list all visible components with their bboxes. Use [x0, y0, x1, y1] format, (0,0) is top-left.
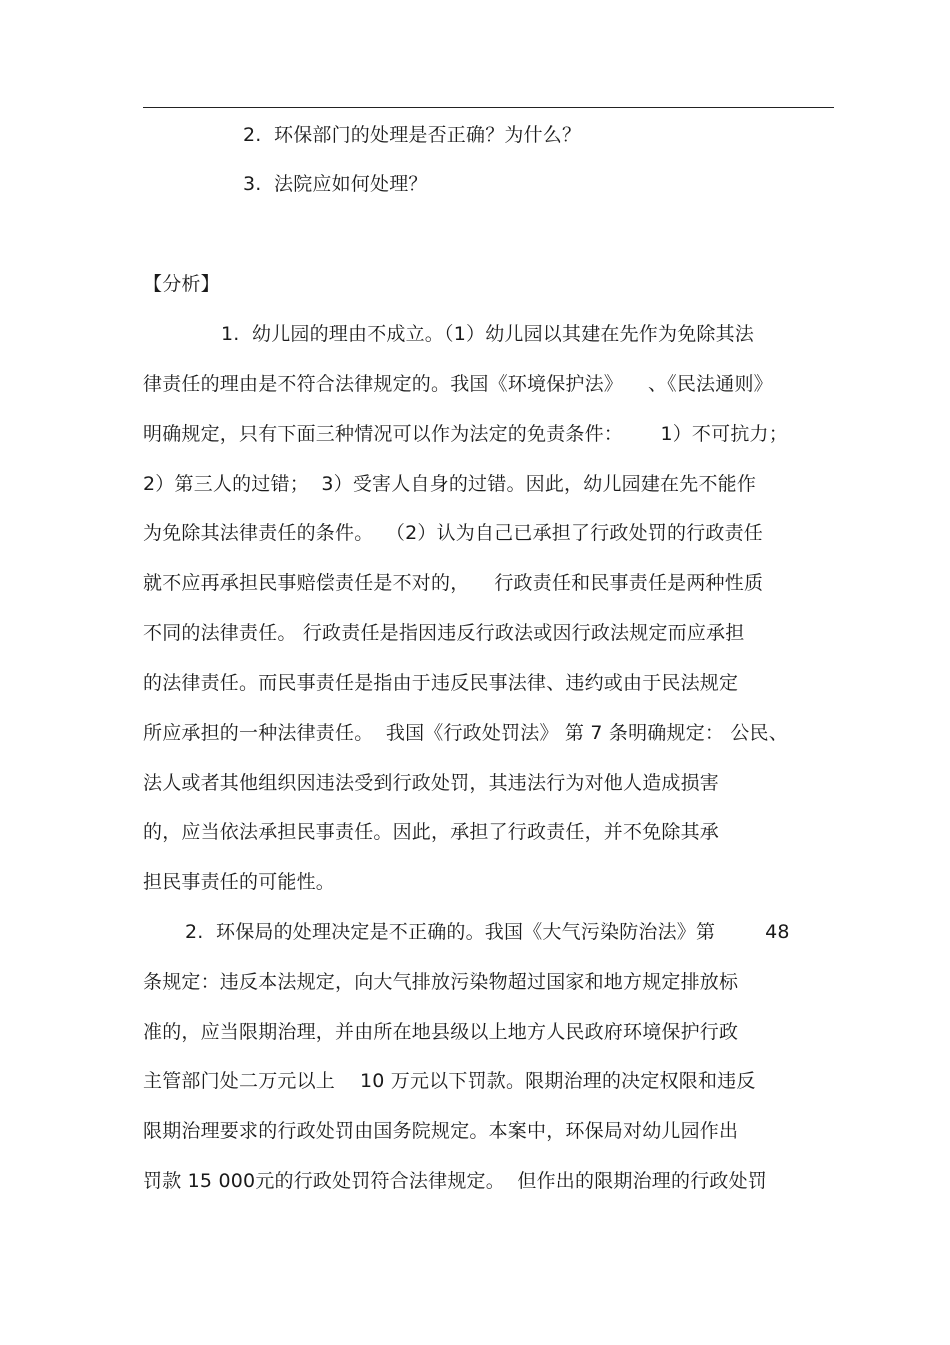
paragraph1-line: 的法律责任。而民事责任是指由于违反民事法律、违约或由于民法规定	[143, 672, 739, 694]
paragraph1-line: 为免除其法律责任的条件。 （2）认为自己已承担了行政处罚的行政责任	[143, 522, 763, 544]
paragraph2-line: 2. 环保局的处理决定是不正确的。我国《大气污染防治法》第 48	[185, 921, 790, 943]
paragraph2-line: 准的，应当限期治理，并由所在地县级以上地方人民政府环境保护行政	[143, 1021, 739, 1043]
paragraph1-line: 所应承担的一种法律责任。 我国《行政处罚法》 第 7 条明确规定： 公民、	[143, 722, 788, 744]
question-3: 3. 法院应如何处理？	[243, 173, 428, 195]
paragraph1-line: 不同的法律责任。 行政责任是指因违反行政法或因行政法规定而应承担	[143, 622, 745, 644]
paragraph1-line: 律责任的理由是不符合法律规定的。我国《环境保护法》 、《民法通则》	[143, 373, 773, 395]
analysis-heading: 【分析】	[143, 273, 220, 295]
paragraph2-line: 限期治理要求的行政处罚由国务院规定。本案中，环保局对幼儿园作出	[143, 1120, 739, 1142]
question-2: 2. 环保部门的处理是否正确？为什么？	[243, 124, 582, 146]
paragraph1-line: 法人或者其他组织因违法受到行政处罚，其违法行为对他人造成损害	[143, 772, 720, 794]
paragraph2-line: 条规定：违反本法规定，向大气排放污染物超过国家和地方规定排放标	[143, 971, 739, 993]
paragraph1-line: 就不应再承担民事赔偿责任是不对的， 行政责任和民事责任是两种性质	[143, 572, 764, 594]
paragraph1-line: 2）第三人的过错； 3）受害人自身的过错。因此，幼儿园建在先不能作	[143, 473, 757, 495]
header-rule	[143, 107, 834, 108]
paragraph1-line: 明确规定，只有下面三种情况可以作为法定的免责条件： 1）不可抗力；	[143, 423, 788, 445]
paragraph1-line: 担民事责任的可能性。	[143, 871, 336, 893]
paragraph1-line: 1. 幼儿园的理由不成立。（1）幼儿园以其建在先作为免除其法	[221, 323, 754, 345]
paragraph2-line: 罚款 15 000元的行政处罚符合法律规定。 但作出的限期治理的行政处罚	[143, 1170, 768, 1192]
paragraph1-line: 的，应当依法承担民事责任。因此，承担了行政责任，并不免除其承	[143, 821, 720, 843]
paragraph2-line: 主管部门处二万元以上 10 万元以下罚款。限期治理的决定权限和违反	[143, 1070, 756, 1092]
